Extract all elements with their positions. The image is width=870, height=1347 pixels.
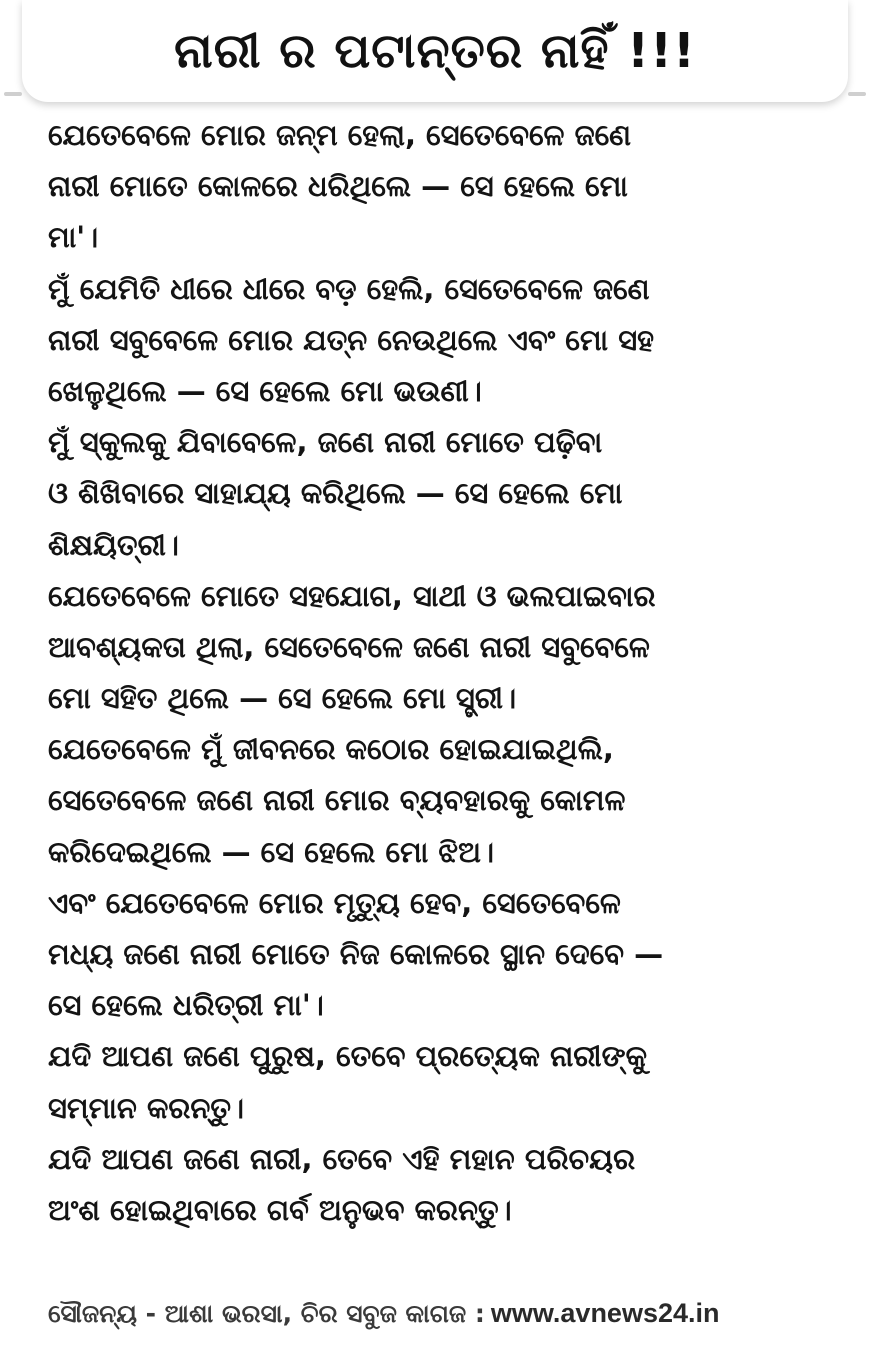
text-line: ଆବଶ୍ୟକତା ଥିଲା, ସେତେବେଳେ ଜଣେ ନାରୀ ସବୁବେଳେ: [48, 629, 650, 664]
text-line: ସେତେବେଳେ ଜଣେ ନାରୀ ମୋର ବ୍ୟବହାରକୁ କୋମଳ: [48, 783, 626, 818]
text-line: ଯଦି ଆପଣ ଜଣେ ପୁରୁଷ, ତେବେ ପ୍ରତ୍ୟେକ ନାରୀଙ୍କୁ: [48, 1039, 648, 1074]
text-line: ଯେତେବେଳେ ମୋତେ ସହଯୋଗ, ସାଥୀ ଓ ଭଲପାଇବାର: [48, 578, 656, 613]
text-line: କରିଦେଇଥିଲେ — ସେ ହେଲେ ମୋ ଝିଅ।: [48, 834, 495, 869]
text-line: ମୁଁ ସ୍କୁଲକୁ ଯିବାବେଳେ, ଜଣେ ନାରୀ ମୋତେ ପଢ଼ିବା: [48, 425, 603, 460]
text-line: ଖେଳୁଥିଲେ — ସେ ହେଲେ ମୋ ଭଉଣୀ।: [48, 373, 482, 408]
text-line: ଏବଂ ଯେତେବେଳେ ମୋର ମୃତ୍ୟୁ ହେବ, ସେତେବେଳେ: [48, 885, 621, 920]
title-banner: [22, 0, 848, 102]
text-line: ସେ ହେଲେ ଧରିତ୍ରୀ ମା'।: [48, 988, 324, 1023]
right-edge-decoration: [848, 92, 866, 96]
text-line: ଅଂଶ ହୋଇଥିବାରେ ଗର୍ବ ଅନୁଭବ କରନ୍ତୁ।: [48, 1192, 512, 1227]
text-line: ମୁଁ ଯେମିତି ଧୀରେ ଧୀରେ ବଡ଼ ହେଲି, ସେତେବେଳେ ଜଣେ: [48, 271, 650, 306]
text-line: ସମ୍ମାନ କରନ୍ତୁ।: [48, 1090, 245, 1125]
text-line: ଯେତେବେଳେ ମୋର ଜନ୍ମ ହେଲା, ସେତେବେଳେ ଜଣେ: [48, 118, 632, 152]
text-line: ମଧ୍ୟ ଜଣେ ନାରୀ ମୋତେ ନିଜ କୋଳରେ ସ୍ଥାନ ଦେବେ —: [48, 937, 664, 971]
text-line: ଯଦି ଆପଣ ଜଣେ ନାରୀ, ତେବେ ଏହି ମହାନ ପରିଚୟର: [48, 1141, 636, 1176]
poem-body: [48, 110, 838, 1236]
text-line: ମୋ ସହିତ ଥିଲେ — ସେ ହେଲେ ମୋ ସ୍ତ୍ରୀ।: [48, 681, 517, 716]
credit-line: [48, 1290, 863, 1336]
page-title: ନାରୀ ର ପଟାନ୍ତର ନାହିଁ !!!: [174, 22, 696, 79]
left-edge-decoration: [4, 92, 22, 96]
credit-text: ସୌଜନ୍ୟ - ଆଶା ଭରସା, ଚିର ସବୁଜ କାଗଜ :: [48, 1299, 485, 1328]
text-line: ନାରୀ ସବୁବେଳେ ମୋର ଯତ୍ନ ନେଉଥିଲେ ଏବଂ ମୋ ସହ: [48, 322, 655, 357]
text-line: ମା'।: [48, 220, 99, 255]
text-line: ଶିକ୍ଷୟିତ୍ରୀ।: [48, 527, 179, 562]
text-line: ଯେତେବେଳେ ମୁଁ ଜୀବନରେ କଠୋର ହୋଇଯାଇଥିଲି,: [48, 732, 614, 767]
text-line: ଓ ଶିଖିବାରେ ସାହାଯ୍ୟ କରିଥିଲେ — ସେ ହେଲେ ମୋ: [48, 476, 623, 511]
text-line: ନାରୀ ମୋତେ କୋଳରେ ଧରିଥିଲେ — ସେ ହେଲେ ମୋ: [48, 169, 628, 204]
credit-website: www.avnews24.in: [490, 1298, 720, 1328]
